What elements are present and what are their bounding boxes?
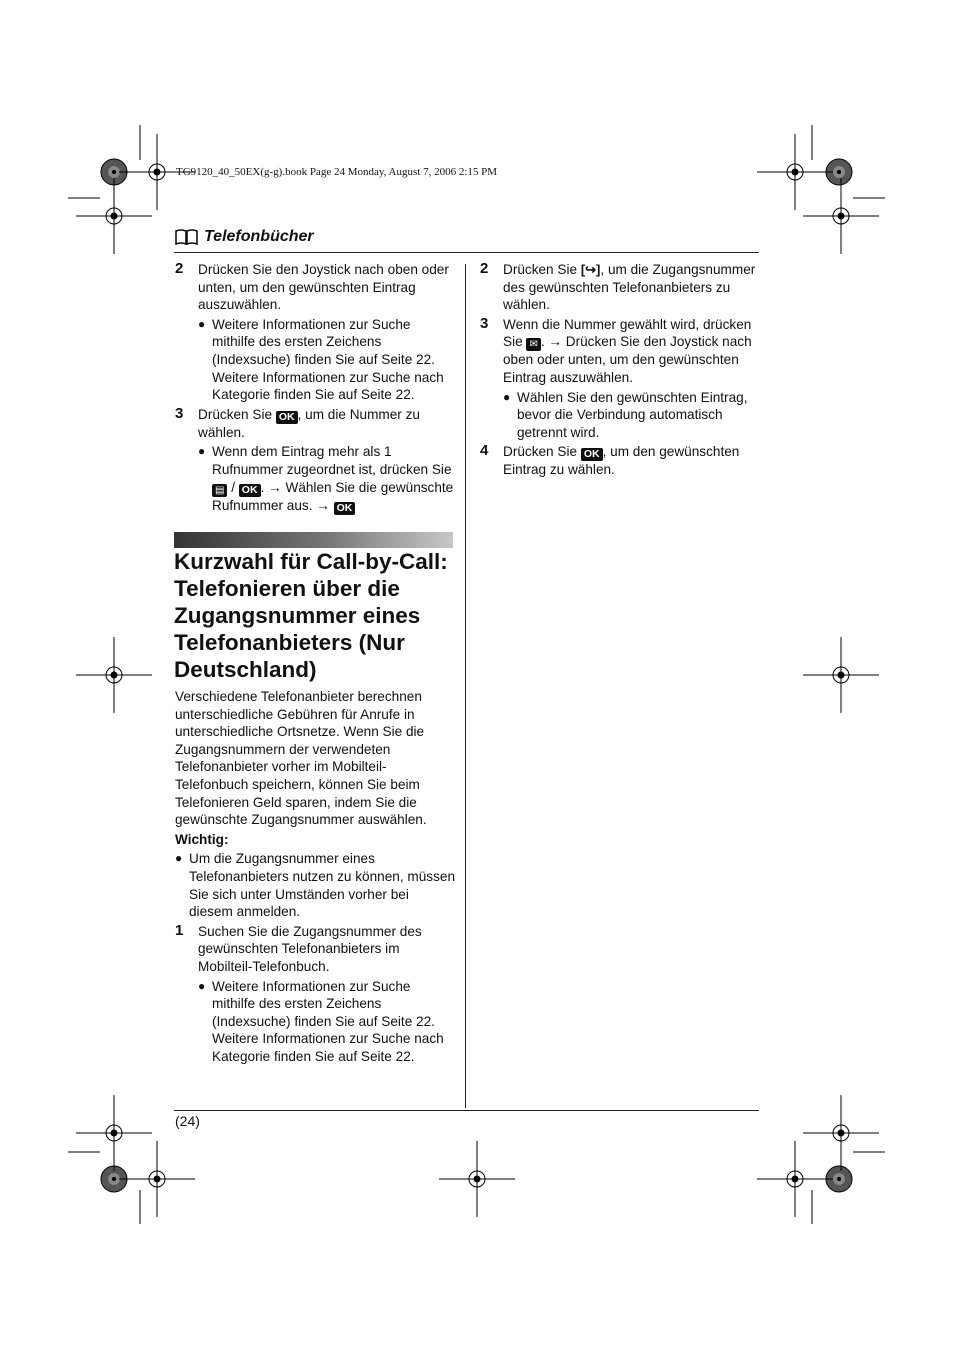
phonebook-key-icon: ▤: [212, 484, 227, 497]
column-divider: [465, 264, 466, 1108]
crosshair-icon: [803, 178, 879, 254]
arrow-icon: →: [316, 497, 330, 513]
talk-key-icon: [↪]: [580, 262, 601, 277]
right-step-3-note: ● Wählen Sie den gewünschten Eintrag, bevor die Verbindung automatisch getrennt wird.: [503, 389, 748, 440]
ok-button-icon: OK: [239, 484, 261, 497]
crosshair-icon: [76, 637, 152, 713]
header-title: Telefonbücher: [204, 228, 314, 245]
left-column-bottom: [175, 688, 455, 1067]
step-3-note: ● Wenn dem Eintrag mehr als 1 Rufnummer zugeordnet ist, drücken Sie ▤ / OK . → Wählen Sie die gewünschte Rufnummer aus. → OK: [198, 444, 454, 514]
ok-button-icon: OK: [334, 502, 356, 515]
crosshair-icon: [757, 1141, 833, 1217]
ok-button-icon: OK: [276, 411, 298, 424]
right-step-4: 4 Drücken Sie OK , um den gewünschten Eintrag zu wählen.: [480, 442, 740, 478]
important-label: Wichtig:: [175, 831, 229, 847]
file-info-line: TG9120_40_50EX(g-g).book Page 24 Monday, August 7, 2006 2:15 PM: [176, 166, 498, 178]
section-title: Kurzwahl für Call-by-Call: Telefonieren über die Zugangsnummer eines Telefonanbieters (Nur Deutschland): [174, 549, 448, 682]
crosshair-icon: [803, 637, 879, 713]
ok-button-icon: OK: [581, 448, 603, 461]
menu-key-icon: ✉: [526, 338, 540, 351]
page-number: (24): [175, 1113, 200, 1129]
section-bar: [174, 532, 453, 548]
crosshair-icon: [76, 1095, 152, 1171]
step-2: 2 Drücken Sie den Joystick nach oben oder unten, um den gewünschten Eintrag auszuwählen.: [175, 260, 449, 313]
step-1-note: ● Weitere Informationen zur Suche mithilfe des ersten Zeichens (Indexsuche) finden Sie auf Seite 22. Weitere Informationen zur Suche nach Kategorie finden Sie auf Seite 22.: [198, 978, 444, 1064]
step-1: 1 Suchen Sie die Zugangsnummer des gewünschten Telefonanbieters im Mobilteil-Telefonbuch.: [175, 921, 422, 974]
step-3: 3 Drücken Sie OK , um die Nummer zu wählen.: [175, 404, 420, 440]
intro-paragraph: Verschiedene Telefonanbieter berechnen unterschiedliche Gebühren für Anrufe in unterschiedliche Ortsnetze. Wenn Sie die Zugangsnummern der verwendeten Telefonanbieter vorher im Mobilteil-Telefonbuch speichern, können Sie beim Telefonieren Geld sparen, indem Sie die gewünschte Zugangsnummer auswählen.: [175, 689, 427, 828]
important-note: ● Um die Zugangsnummer eines Telefonanbieters nutzen zu können, müssen Sie sich unter Umständen vorher bei diesem anmelden.: [175, 851, 456, 920]
section-header: [174, 228, 314, 246]
left-column-top: [175, 261, 455, 517]
crosshair-icon: [757, 134, 833, 210]
right-step-3: 3 Wenn die Nummer gewählt wird, drücken Sie ✉ . → Drücken Sie den Joystick nach oben oder unten, um den gewünschten Eintrag auszuwählen.: [480, 314, 752, 385]
phonebook-icon: [174, 228, 200, 246]
right-column: [480, 261, 760, 481]
crosshair-icon: [76, 178, 152, 254]
crosshair-icon: [439, 1141, 515, 1217]
step-2-note: ● Weitere Informationen zur Suche mithilfe des ersten Zeichens (Indexsuche) finden Sie auf Seite 22. Weitere Informationen zur Suche nach Kategorie finden Sie auf Seite 22.: [198, 316, 444, 403]
arrow-icon: →: [548, 334, 562, 350]
arrow-icon: →: [268, 479, 282, 495]
footer-rule: [174, 1110, 759, 1111]
crosshair-icon: [803, 1095, 879, 1171]
header-rule: [174, 252, 759, 253]
crosshair-icon: [119, 1141, 195, 1217]
right-step-2: 2 Drücken Sie [↪], um die Zugangsnummer des gewünschten Telefonanbieters zu wählen.: [480, 260, 756, 313]
